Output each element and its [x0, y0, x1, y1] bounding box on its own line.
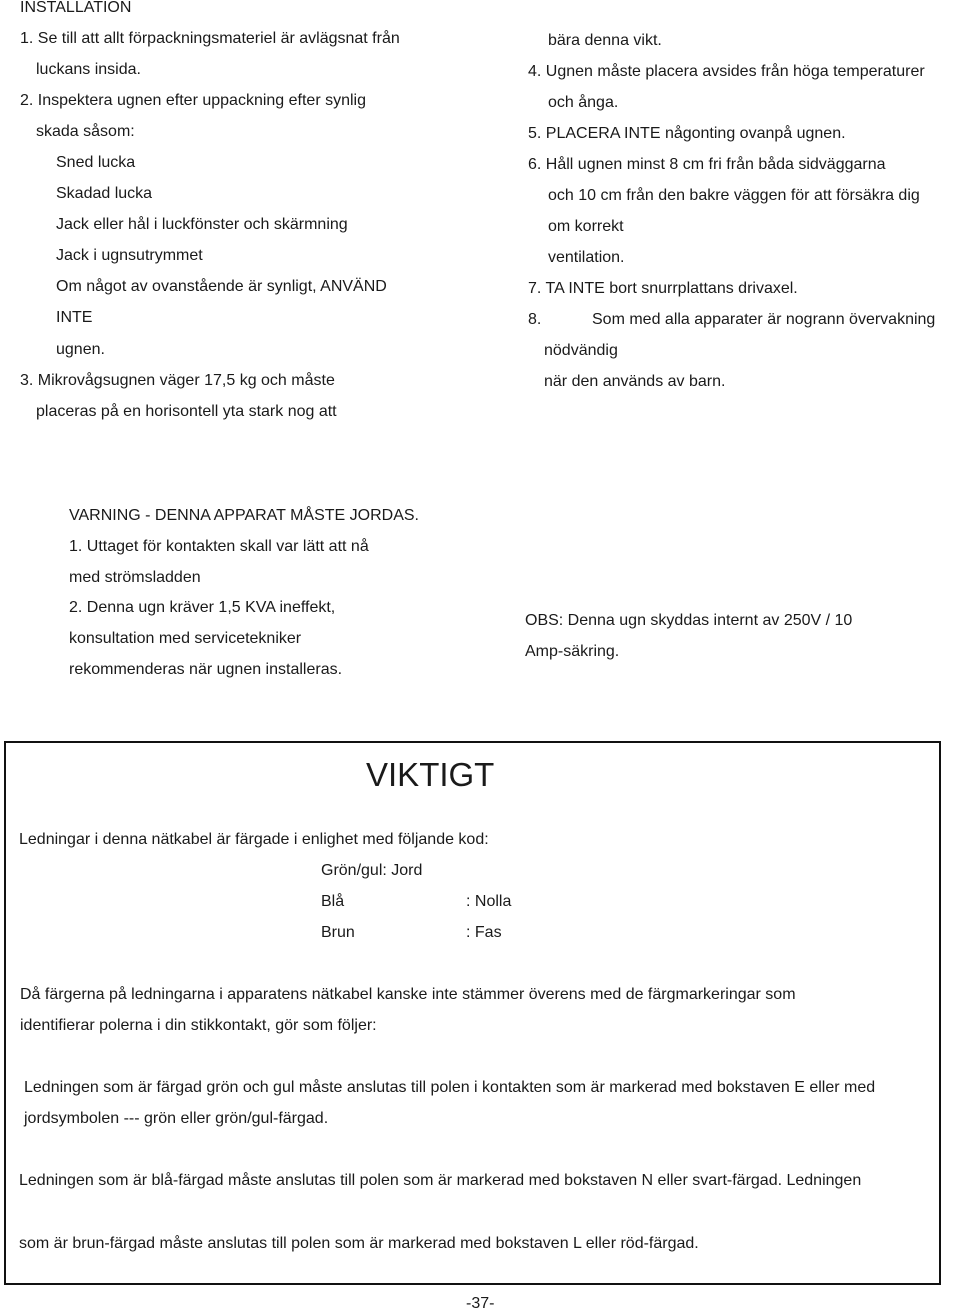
- instruction-line: bära denna vikt.: [548, 32, 662, 49]
- important-box: [4, 741, 941, 1285]
- wire-value: : Nolla: [466, 893, 512, 910]
- wire-label: Blå: [321, 893, 345, 910]
- instruction-line: luckans insida.: [36, 61, 141, 78]
- warning-line: 2. Denna ugn kräver 1,5 KVA ineffekt,: [69, 599, 336, 616]
- wire-value: : Fas: [466, 924, 502, 941]
- paragraph-line: Ledningen som är färgad grön och gul måste anslutas till polen i kontakten som är markerad med bokstaven E eller med: [24, 1079, 876, 1096]
- section-heading: INSTALLATION: [20, 0, 132, 16]
- instruction-line: 7. TA INTE bort snurrplattans drivaxel.: [528, 280, 798, 297]
- warning-line: 1. Uttaget för kontakten skall var lätt att nå: [69, 538, 369, 555]
- paragraph-line: som är brun-färgad måste anslutas till polen som är markerad med bokstaven L eller röd-färgad.: [19, 1235, 699, 1252]
- instruction-line: och 10 cm från den bakre väggen för att försäkra dig: [548, 187, 920, 204]
- instruction-line: 5. PLACERA INTE någonting ovanpå ugnen.: [528, 125, 846, 142]
- instruction-line: 2. Inspektera ugnen efter uppackning efter synlig: [20, 92, 366, 109]
- instruction-line: INTE: [56, 309, 93, 326]
- damage-item: Skadad lucka: [56, 185, 153, 202]
- warning-line: med strömsladden: [69, 569, 201, 586]
- instruction-line: ugnen.: [56, 341, 105, 358]
- item-number: 8.: [528, 311, 542, 328]
- intro-text: Ledningar i denna nätkabel är färgade i enlighet med följande kod:: [19, 831, 489, 848]
- paragraph-line: jordsymbolen --- grön eller grön/gul-färgad.: [24, 1110, 329, 1127]
- warning-line: rekommenderas när ugnen installeras.: [69, 661, 343, 678]
- paragraph-line: Då färgerna på ledningarna i apparatens nätkabel kanske inte stämmer överens med de färgmarkeringar som: [20, 986, 796, 1003]
- warning-heading: VARNING - DENNA APPARAT MÅSTE JORDAS.: [69, 507, 419, 524]
- instruction-line: 3. Mikrovågsugnen väger 17,5 kg och måste: [20, 372, 335, 389]
- note-line: OBS: Denna ugn skyddas internt av 250V / 10: [525, 612, 853, 629]
- wire-label: Brun: [321, 924, 355, 941]
- damage-item: Jack eller hål i luckfönster och skärmning: [56, 216, 348, 233]
- instruction-line: om korrekt: [548, 218, 624, 235]
- paragraph-line: Ledningen som är blå-färgad måste anslutas till polen som är markerad med bokstaven N eller svart-färgad. Ledningen: [19, 1172, 862, 1189]
- instruction-line: skada såsom:: [36, 123, 135, 140]
- instruction-line: när den används av barn.: [544, 373, 726, 390]
- instruction-line: och ånga.: [548, 94, 619, 111]
- note-line: Amp-säkring.: [525, 643, 620, 660]
- instruction-line: ventilation.: [548, 249, 625, 266]
- damage-item: Sned lucka: [56, 154, 136, 171]
- instruction-line: 4. Ugnen måste placera avsides från höga temperaturer: [528, 63, 925, 80]
- damage-item: Jack i ugnsutrymmet: [56, 247, 203, 264]
- paragraph-line: identifierar polerna i din stikkontakt, gör som följer:: [20, 1017, 377, 1034]
- instruction-line: 6. Håll ugnen minst 8 cm fri från båda sidväggarna: [528, 156, 886, 173]
- wire-code: Grön/gul: Jord: [321, 862, 423, 879]
- instruction-line: nödvändig: [544, 342, 618, 359]
- instruction-line: placeras på en horisontell yta stark nog att: [36, 403, 337, 420]
- page-number: -37-: [466, 1295, 495, 1312]
- instruction-line: Som med alla apparater är nogrann övervakning: [592, 311, 936, 328]
- important-title: VIKTIGT: [366, 756, 495, 793]
- warning-line: konsultation med servicetekniker: [69, 630, 302, 647]
- instruction-line: Om något av ovanstående är synligt, ANVÄND: [56, 278, 387, 295]
- instruction-line: 1. Se till att allt förpackningsmateriel är avlägsnat från: [20, 30, 400, 47]
